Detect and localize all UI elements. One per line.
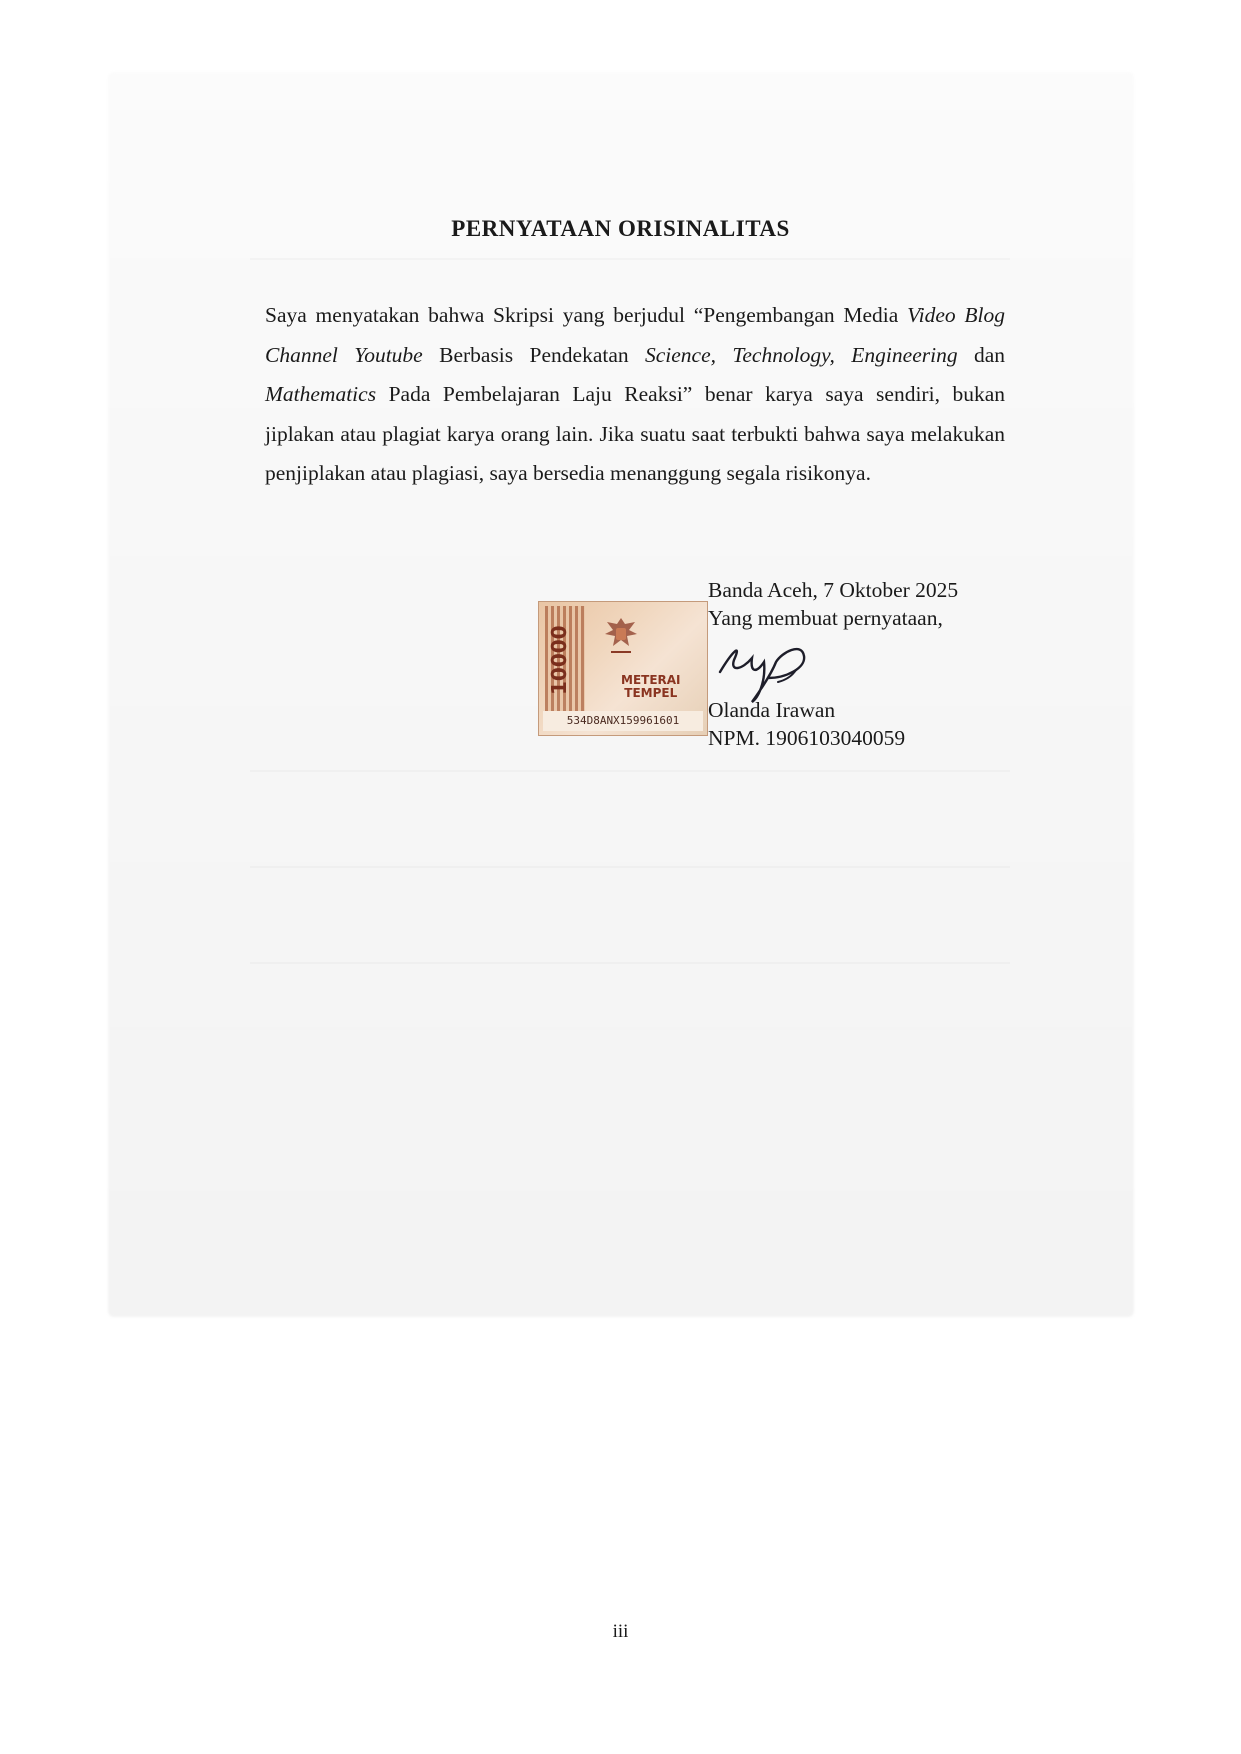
place-date: Banda Aceh, 7 Oktober 2025 — [708, 578, 959, 602]
page-number: iii — [612, 1621, 629, 1642]
meterai-stamp — [538, 601, 708, 736]
italic-text-segment: Mathematics — [265, 382, 377, 406]
show-through-line — [250, 866, 1010, 868]
text-segment: Saya menyatakan bahwa Skripsi yang berjudul “Pengembangan Media — [265, 303, 908, 327]
stamp-label: METERAI TEMPEL — [621, 673, 681, 700]
show-through-line — [250, 962, 1010, 964]
author-name: Olanda Irawan — [708, 698, 836, 722]
italic-text-segment: Video Blog Channel Youtube — [265, 303, 1005, 367]
show-through-line — [250, 770, 1010, 772]
stamp-serial: 534D8ANX159961601 — [543, 711, 703, 731]
student-id: NPM. 1906103040059 — [708, 726, 906, 750]
show-through-line — [250, 258, 1010, 260]
document-title: PERNYATAAN ORISINALITAS — [451, 216, 790, 241]
text-segment: Berbasis Pendekatan — [422, 342, 645, 367]
stamp-value: 10000 — [547, 625, 571, 695]
statement-maker-label: Yang membuat pernyataan, — [708, 606, 943, 630]
garuda-emblem-icon — [601, 614, 641, 662]
statement-paragraph — [265, 296, 1005, 494]
text-segment: Pada Pembelajaran Laju Reaksi” benar karya saya sendiri, bukan jiplakan atau plagiat karya orang lain. Jika suatu saat terbukti bahwa saya melakukan penjiplakan atau plagiasi, saya bersedia menanggung segala risikonya. — [265, 382, 1005, 485]
italic-text-segment: Science, Technology, Engineering — [645, 342, 958, 367]
text-segment: dan — [957, 342, 1005, 367]
